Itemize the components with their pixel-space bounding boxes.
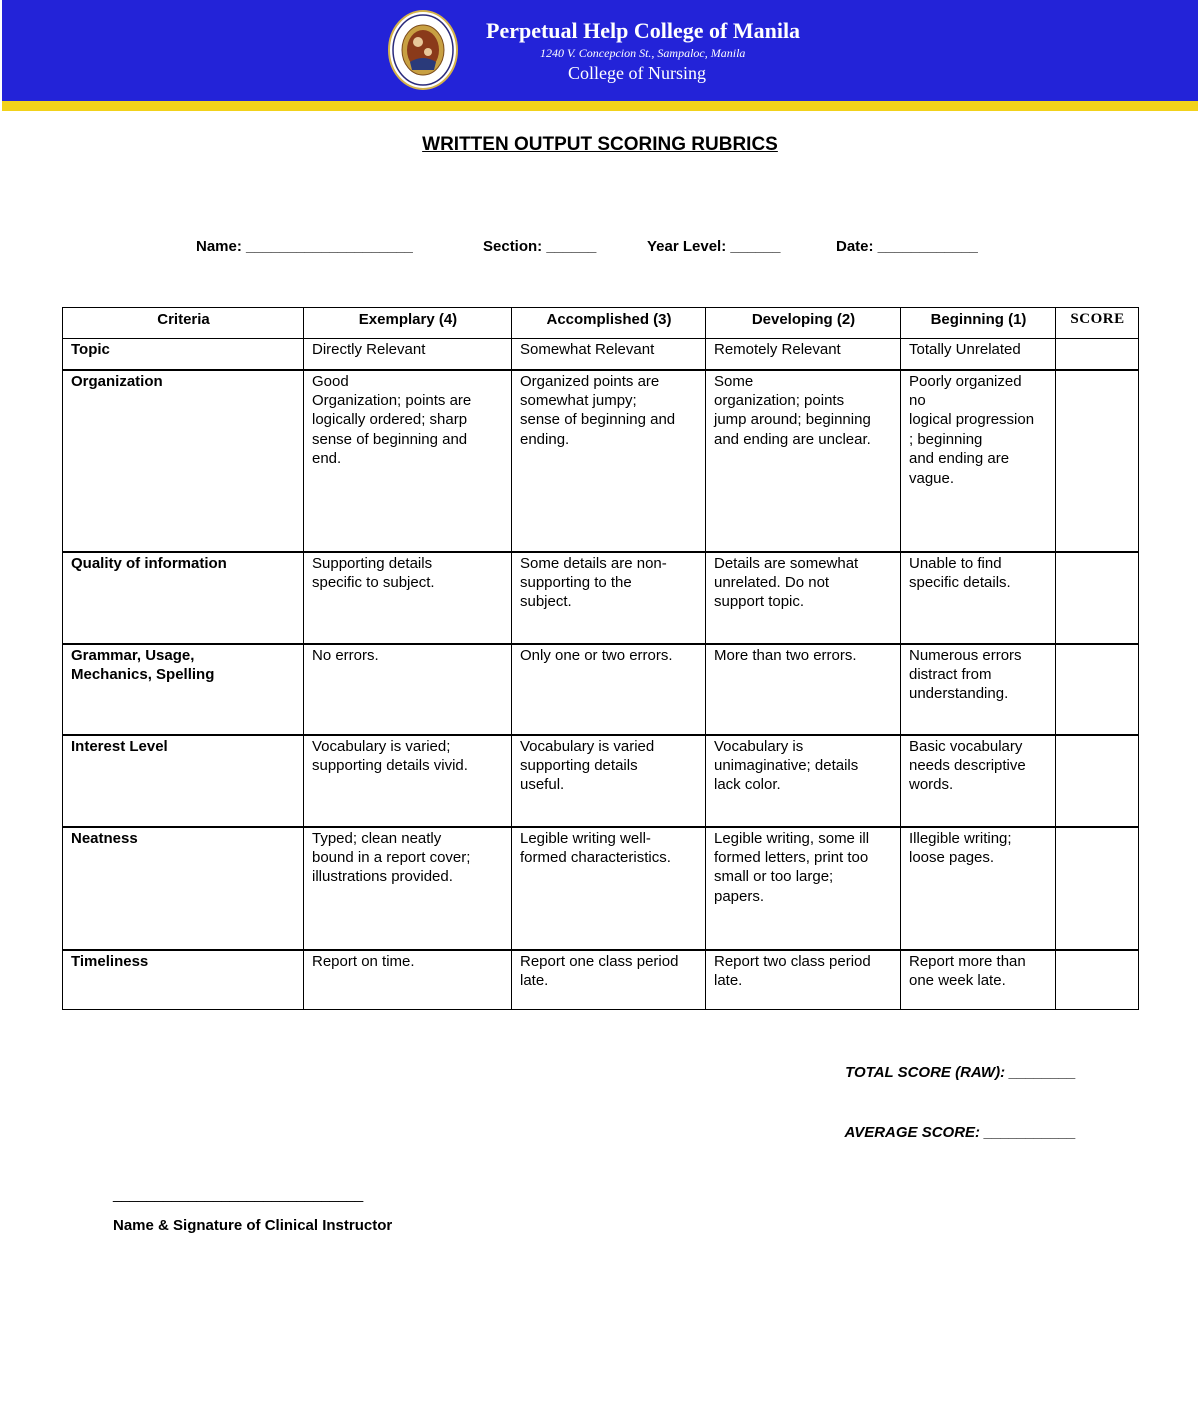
cell-line: Legible writing, some ill bbox=[714, 829, 870, 847]
cell-line: support topic. bbox=[714, 593, 805, 611]
cell-line: No errors. bbox=[312, 646, 379, 664]
cell-line: organization; points bbox=[714, 391, 845, 409]
cell-line: Numerous errors bbox=[909, 646, 1022, 664]
signature-line[interactable]: ______________________________ bbox=[113, 1186, 364, 1203]
cell-line: logical progression bbox=[909, 411, 1035, 429]
developing-cell bbox=[706, 370, 901, 552]
cell-line: supporting details bbox=[520, 756, 638, 774]
header-exemplary: Exemplary (4) bbox=[304, 308, 512, 339]
cell-line: late. bbox=[714, 971, 743, 989]
beginning-cell bbox=[901, 339, 1056, 370]
cell-line: and ending are bbox=[909, 450, 1010, 468]
cell-line: Details are somewhat bbox=[714, 554, 859, 572]
cell-line: bound in a report cover; bbox=[312, 848, 471, 866]
score-cell[interactable] bbox=[1056, 339, 1139, 370]
cell-line: papers. bbox=[714, 887, 765, 905]
table-row bbox=[63, 339, 1139, 370]
cell-line: formed letters, print too bbox=[714, 848, 869, 866]
cell-line: Some details are non- bbox=[520, 554, 667, 572]
section-field[interactable]: Section: ______ bbox=[483, 238, 597, 255]
beginning-cell bbox=[901, 644, 1056, 735]
header-accomplished: Accomplished (3) bbox=[512, 308, 706, 339]
developing-cell bbox=[706, 827, 901, 950]
cell-line: unrelated. Do not bbox=[714, 573, 830, 591]
exemplary-cell bbox=[304, 339, 512, 370]
cell-line: Typed; clean neatly bbox=[312, 829, 442, 847]
cell-line: Report on time. bbox=[312, 952, 415, 970]
cell-line: end. bbox=[312, 450, 342, 468]
cell-line: Report one class period bbox=[520, 952, 679, 970]
cell-line: Some bbox=[714, 372, 754, 390]
cell-line: Report two class period bbox=[714, 952, 871, 970]
score-cell[interactable] bbox=[1056, 370, 1139, 552]
signature-label: Name & Signature of Clinical Instructor bbox=[113, 1217, 393, 1234]
exemplary-cell bbox=[304, 644, 512, 735]
developing-cell bbox=[706, 644, 901, 735]
cell-line: Only one or two errors. bbox=[520, 646, 673, 664]
cell-line: Directly Relevant bbox=[312, 341, 426, 358]
table-row bbox=[63, 827, 1139, 950]
table-row bbox=[63, 950, 1139, 1010]
cell-line: ending. bbox=[520, 430, 570, 448]
cell-line: needs descriptive bbox=[909, 756, 1026, 774]
cell-line: Supporting details bbox=[312, 554, 433, 572]
year-level-field[interactable]: Year Level: ______ bbox=[647, 238, 781, 255]
accomplished-cell bbox=[512, 552, 706, 644]
cell-line: jump around; beginning bbox=[714, 411, 871, 429]
cell-line: illustrations provided. bbox=[312, 868, 453, 886]
cell-line: Vocabulary is varied; bbox=[312, 737, 451, 755]
cell-line: Basic vocabulary bbox=[909, 737, 1023, 755]
cell-line: sense of beginning and bbox=[520, 411, 676, 429]
criteria-cell: Organization bbox=[63, 370, 304, 552]
cell-line: sense of beginning and bbox=[312, 430, 468, 448]
cell-line: somewhat jumpy; bbox=[520, 391, 637, 409]
accomplished-cell bbox=[512, 827, 706, 950]
table-header-row bbox=[63, 308, 1139, 339]
college-address: 1240 V. Concepcion St., Sampaloc, Manila bbox=[540, 46, 746, 60]
college-name: Perpetual Help College of Manila bbox=[486, 18, 801, 43]
cell-line: Illegible writing; bbox=[909, 829, 1012, 847]
criteria-cell: Topic bbox=[63, 339, 304, 370]
exemplary-cell bbox=[304, 950, 512, 1010]
cell-line: vague. bbox=[909, 469, 955, 487]
accomplished-cell bbox=[512, 370, 706, 552]
cell-line: one week late. bbox=[909, 971, 1006, 989]
table-row bbox=[63, 370, 1139, 552]
cell-line: lack color. bbox=[714, 776, 781, 794]
cell-line: More than two errors. bbox=[714, 646, 857, 664]
developing-cell bbox=[706, 735, 901, 827]
cell-line: Totally Unrelated bbox=[909, 341, 1021, 358]
cell-line: Good bbox=[312, 372, 349, 390]
accomplished-cell bbox=[512, 644, 706, 735]
table-row bbox=[63, 735, 1139, 827]
average-score[interactable]: AVERAGE SCORE: ___________ bbox=[844, 1124, 1076, 1141]
developing-cell bbox=[706, 339, 901, 370]
cell-line: Unable to find bbox=[909, 554, 1002, 572]
cell-line: Organized points are bbox=[520, 372, 660, 390]
cell-line: formed characteristics. bbox=[520, 848, 671, 866]
cell-line: Remotely Relevant bbox=[714, 341, 841, 358]
beginning-cell bbox=[901, 370, 1056, 552]
developing-cell bbox=[706, 950, 901, 1010]
cell-line: Organization; points are bbox=[312, 391, 472, 409]
cell-line: no bbox=[909, 391, 926, 409]
cell-line: specific details. bbox=[909, 573, 1011, 591]
cell-line: late. bbox=[520, 971, 549, 989]
rubric-table bbox=[62, 307, 1139, 1010]
header-beginning: Beginning (1) bbox=[901, 308, 1056, 339]
header-score: SCORE bbox=[1056, 308, 1139, 339]
cell-line: and ending are unclear. bbox=[714, 430, 871, 448]
table-row bbox=[63, 644, 1139, 735]
college-department: College of Nursing bbox=[568, 63, 706, 83]
cell-line: loose pages. bbox=[909, 848, 995, 866]
score-cell[interactable] bbox=[1056, 735, 1139, 827]
criteria-cell: Interest Level bbox=[63, 735, 304, 827]
accomplished-cell bbox=[512, 339, 706, 370]
score-cell[interactable] bbox=[1056, 950, 1139, 1010]
document-title: WRITTEN OUTPUT SCORING RUBRICS bbox=[422, 134, 778, 155]
header-criteria: Criteria bbox=[63, 308, 304, 339]
cell-line: Somewhat Relevant bbox=[520, 341, 655, 358]
cell-line: words. bbox=[909, 776, 954, 794]
exemplary-cell bbox=[304, 552, 512, 644]
cell-line: supporting details vivid. bbox=[312, 756, 468, 774]
college-seal-icon bbox=[388, 10, 458, 90]
cell-line: logically ordered; sharp bbox=[312, 411, 468, 429]
cell-line: Vocabulary is bbox=[714, 737, 804, 755]
accomplished-cell bbox=[512, 950, 706, 1010]
cell-line: useful. bbox=[520, 776, 565, 794]
cell-line: understanding. bbox=[909, 685, 1009, 703]
cell-line: subject. bbox=[520, 593, 572, 611]
name-field[interactable]: Name: ____________________ bbox=[196, 238, 413, 255]
beginning-cell bbox=[901, 827, 1056, 950]
score-cell[interactable] bbox=[1056, 644, 1139, 735]
cell-line: ; beginning bbox=[909, 430, 983, 448]
score-cell[interactable] bbox=[1056, 552, 1139, 644]
cell-line: distract from bbox=[909, 665, 992, 683]
criteria-cell: Neatness bbox=[63, 827, 304, 950]
cell-line: specific to subject. bbox=[312, 573, 435, 591]
beginning-cell bbox=[901, 735, 1056, 827]
beginning-cell bbox=[901, 950, 1056, 1010]
score-cell[interactable] bbox=[1056, 827, 1139, 950]
exemplary-cell bbox=[304, 735, 512, 827]
cell-line: supporting to the bbox=[520, 573, 632, 591]
criteria-cell: Quality of information bbox=[63, 552, 304, 644]
total-score-raw[interactable]: TOTAL SCORE (RAW): ________ bbox=[845, 1064, 1076, 1081]
cell-line: unimaginative; details bbox=[714, 756, 859, 774]
criteria-cell: Grammar, Usage, Mechanics, Spelling bbox=[63, 644, 304, 735]
header-developing: Developing (2) bbox=[706, 308, 901, 339]
accomplished-cell bbox=[512, 735, 706, 827]
header-stripe bbox=[2, 101, 1198, 111]
cell-line: small or too large; bbox=[714, 868, 834, 886]
cell-line: Poorly organized bbox=[909, 372, 1022, 390]
criteria-cell: Timeliness bbox=[63, 950, 304, 1010]
beginning-cell bbox=[901, 552, 1056, 644]
exemplary-cell bbox=[304, 827, 512, 950]
cell-line: Vocabulary is varied bbox=[520, 737, 655, 755]
cell-line: Report more than bbox=[909, 952, 1026, 970]
cell-line: Legible writing well- bbox=[520, 829, 651, 847]
exemplary-cell bbox=[304, 370, 512, 552]
date-field[interactable]: Date: ____________ bbox=[836, 238, 978, 255]
table-row bbox=[63, 552, 1139, 644]
developing-cell bbox=[706, 552, 901, 644]
